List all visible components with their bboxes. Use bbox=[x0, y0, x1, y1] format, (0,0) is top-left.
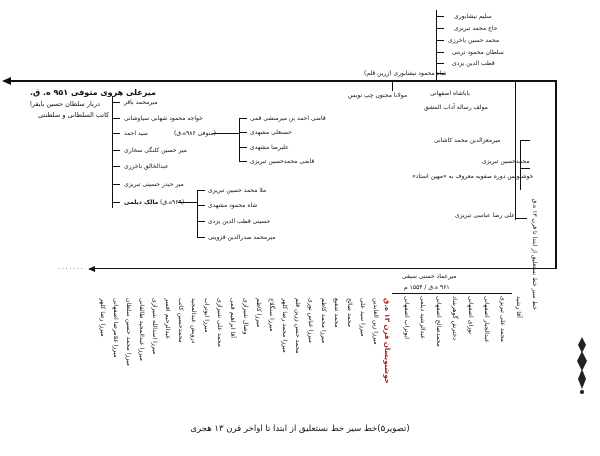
vertical-name: میرزا محمد کاظم bbox=[320, 298, 327, 344]
emad-student: ابوتراب اصفهانی bbox=[403, 296, 410, 340]
vertical-name: وصال شیرازی bbox=[242, 298, 249, 335]
emad-students-bracket bbox=[392, 293, 512, 294]
vertical-name: محمد حسن زرین قلم bbox=[294, 298, 301, 354]
branch-item: میر حیدر حسینی تبریزی bbox=[124, 181, 184, 188]
lower-timeline bbox=[92, 268, 557, 269]
malek-student: میرمحمد صدرالدین قزوینی bbox=[208, 234, 276, 241]
figure-caption: (تصویر۵)خط سیر خط نستعلیق از ابتدا تا اواخر قرن ۱۳ هجری bbox=[190, 424, 410, 434]
right-trunk bbox=[555, 80, 557, 268]
sayyed-date: (متوفی ۹۸۶ه.ق) bbox=[174, 130, 216, 137]
vertical-name: محمدحسین کاتب bbox=[177, 298, 184, 343]
mirali-name: میرعلی هروی متوفی ۹۵۱ ه. ق. bbox=[30, 88, 156, 97]
vertical-name: میرزا محمد حسین سلطان bbox=[125, 298, 132, 366]
top-list-item: سلطان محمود تربتی bbox=[452, 49, 504, 56]
vertical-name: میرزا عباس نوری bbox=[307, 298, 314, 343]
branch-item: میرمحمد باقر bbox=[124, 99, 158, 106]
malek-student: ملا محمد حسین تبریزی bbox=[208, 187, 267, 194]
chain-item: علی رضا عباسی تبریزی bbox=[455, 212, 515, 219]
emad-student: محمدصالح اصفهانی bbox=[435, 296, 442, 347]
chain-item: محمدحسین تبریزی bbox=[482, 158, 530, 165]
lower-timeline-arrowhead bbox=[88, 265, 96, 273]
malek-date: (۹۶۹ه.ق) bbox=[160, 199, 185, 206]
side-text: خط سیر خط نستعلیق از ابتدا تا قرن ۱۳ ه.ق bbox=[531, 198, 538, 310]
sayyed-student: حسنعلی مشهدی bbox=[250, 129, 292, 136]
top-list-item: سلیم نیشابوری bbox=[454, 13, 492, 20]
sayyed-student: قاضی احمد بن میرمنشی قمی bbox=[250, 115, 326, 122]
vertical-name: میرزا غلامرضا اصفهانی bbox=[112, 298, 119, 358]
emad-student: دخترش گوهرشاد bbox=[451, 296, 458, 341]
vertical-name: عبدالرحیم افسر bbox=[164, 298, 171, 340]
emad-student: عبدالرشید دیلمی bbox=[419, 296, 426, 340]
vertical-name: میرزا ابوتراب bbox=[203, 298, 210, 333]
vertical-name: آقا ابراهیم قمی bbox=[229, 298, 236, 339]
top-list-item: قطب الدین یزدی bbox=[452, 60, 495, 67]
branch-item: میر حسین کلنگی سخاری bbox=[124, 147, 187, 154]
emad-student: محمد علی تبریزی bbox=[499, 296, 506, 342]
top-list-item: محمد حسین باخرزی bbox=[448, 37, 500, 44]
main-timeline bbox=[8, 80, 556, 82]
vertical-name: میرزا سید علی bbox=[359, 298, 366, 337]
vertical-name: محمد علی شیرازی bbox=[216, 298, 223, 347]
vertical-name: محمد شفیع bbox=[333, 298, 340, 328]
emad-student: نورای اصفهانی bbox=[467, 296, 474, 335]
malek-students-bracket bbox=[197, 190, 198, 238]
vertical-name: میرزا سنگلاخ bbox=[268, 298, 275, 332]
ornament-icon bbox=[572, 335, 592, 395]
mirali-line2: دربار سلطان حسین بایقرا bbox=[30, 100, 100, 108]
mawlana-label: مولانا مجنون چپ نویس bbox=[348, 92, 408, 99]
malek-student: حسینی قطب الدین یزدی bbox=[208, 218, 271, 225]
vertical-name: میرزا زین العابدین bbox=[372, 298, 379, 345]
mir-emad-name: میرعماد حسنی سیفی bbox=[402, 273, 457, 280]
malek-student: شاه محمود مشهدی bbox=[208, 202, 258, 209]
sayyed-student: علیرضا مشهدی bbox=[250, 144, 289, 151]
vertical-name: درویش عبدالمجید bbox=[190, 298, 197, 344]
mirali-line3: کاتب السلطانی و سلطنتی bbox=[38, 111, 110, 119]
main-timeline-arrowhead bbox=[2, 76, 12, 86]
babashah-line bbox=[515, 80, 516, 220]
sayyed-students-bracket bbox=[239, 118, 240, 162]
branch-item: خواجه محمود شهابی سیاوشانی bbox=[124, 115, 203, 122]
emad-student: عبدالجبار اصفهانی bbox=[483, 296, 490, 343]
top-list-item: شاه محمود نیشابوری (زرین قلم) bbox=[364, 70, 447, 77]
vertical-name: میرزا رضا کلهر bbox=[99, 298, 106, 337]
vertical-name: میرزا عبدالمجید طالقانی bbox=[138, 298, 145, 361]
vertical-name: میرزا اسدالله شیرازی bbox=[151, 298, 158, 355]
vertical-name: میرزا محمد رضا کلهر bbox=[281, 298, 288, 353]
vertical-name: محمد صالح bbox=[346, 298, 353, 328]
century-label: خوشنویسان قرن ۱۳ ه.ق bbox=[383, 298, 391, 384]
babashah-name: باباشاه اصفهانی bbox=[430, 90, 470, 97]
continuation-dots: . . . . . . . bbox=[58, 264, 83, 271]
chain-item: میرمعزالدین محمد کاشانی bbox=[434, 137, 501, 144]
top-list-item: حاج محمد تبریزی bbox=[454, 25, 498, 32]
mir-emad-dates: ۹۶۱ ه.ق / ۱۵۵۴ م bbox=[404, 284, 450, 291]
emad-student: آقا رشید bbox=[515, 296, 522, 318]
top-bracket bbox=[436, 10, 437, 74]
babashah-desc: مولف رساله آداب المشق bbox=[424, 104, 488, 111]
chain-item: خوشنویس دوره صفویه معروف به «مهین استاد» bbox=[412, 173, 534, 180]
branch-item: سید احمد bbox=[124, 130, 148, 137]
branch-item: مالک دیلمی bbox=[124, 199, 159, 206]
vertical-name: میرزا کاظم bbox=[255, 298, 262, 328]
sayyed-student: قاضی محمدحسین تبریزی bbox=[250, 158, 315, 165]
branch-item: عبدالخالق باخرزی bbox=[124, 163, 169, 170]
mirali-trunk bbox=[112, 96, 113, 208]
